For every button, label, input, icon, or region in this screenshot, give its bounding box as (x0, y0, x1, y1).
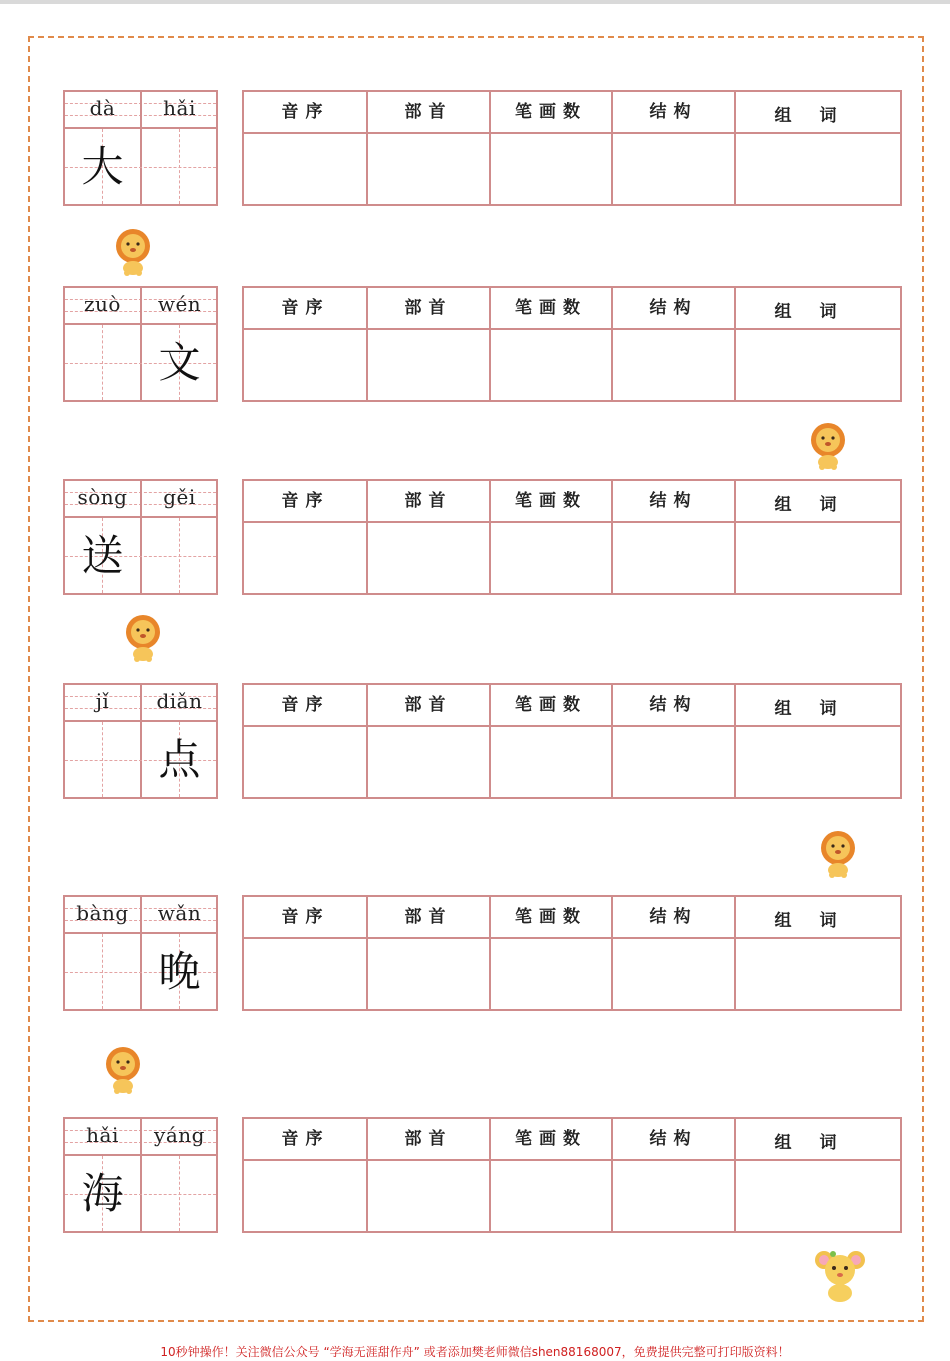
header-cell: 部首 (404, 1129, 453, 1149)
word-row (0, 286, 950, 404)
header-cell: 音序 (281, 695, 330, 715)
pinyin-right: yáng (154, 1123, 205, 1147)
mouse-icon (812, 1246, 868, 1304)
header-cell: 音序 (281, 298, 330, 318)
answer-cell[interactable] (246, 939, 365, 1011)
answer-cell[interactable] (492, 134, 610, 206)
header-cell: 组词 (774, 495, 865, 515)
info-table (242, 90, 902, 206)
answer-cell[interactable] (737, 523, 902, 595)
header-cell: 结构 (649, 695, 698, 715)
header-cell: 组词 (774, 911, 865, 931)
header-cell: 组词 (774, 106, 865, 126)
header-cell: 笔画数 (515, 298, 587, 318)
character-grid (63, 90, 218, 206)
header-cell: 部首 (404, 491, 453, 511)
header-cell: 结构 (649, 491, 698, 511)
answer-cell[interactable] (614, 1161, 733, 1233)
answer-cell[interactable] (246, 1161, 365, 1233)
answer-cell[interactable] (369, 1161, 488, 1233)
pinyin-right: wǎn (157, 901, 202, 925)
answer-cell[interactable] (246, 134, 365, 206)
answer-cell[interactable] (492, 1161, 610, 1233)
pinyin-left: sòng (77, 485, 128, 509)
answer-cell[interactable] (737, 134, 902, 206)
pinyin-left: zuò (84, 292, 121, 316)
character-left[interactable]: 送 (81, 531, 124, 580)
header-cell: 部首 (404, 907, 453, 927)
header-cell: 组词 (774, 302, 865, 322)
character-left[interactable] (65, 722, 140, 797)
info-table (242, 479, 902, 595)
character-right[interactable] (142, 1156, 217, 1231)
answer-cell[interactable] (492, 523, 610, 595)
answer-cell[interactable] (614, 523, 733, 595)
word-row (0, 479, 950, 597)
pinyin-left: dà (89, 96, 116, 120)
info-table (242, 683, 902, 799)
header-cell: 音序 (281, 491, 330, 511)
character-grid (63, 286, 218, 402)
lion-icon (121, 612, 165, 662)
footer-notice: 10秒钟操作！关注微信公众号 “学海无涯甜作舟” 或者添加樊老师微信shen88168007，免费提供完整可打印版资料！ (160, 1345, 790, 1359)
pinyin-right: hǎi (163, 96, 196, 120)
answer-cell[interactable] (369, 330, 488, 402)
header-cell: 笔画数 (515, 1129, 587, 1149)
pinyin-right: wén (157, 292, 202, 316)
answer-cell[interactable] (369, 939, 488, 1011)
header-cell: 组词 (774, 699, 865, 719)
word-row (0, 90, 950, 208)
pinyin-left: bàng (76, 901, 129, 925)
word-row (0, 895, 950, 1013)
word-row (0, 683, 950, 801)
pinyin-left: hǎi (86, 1123, 119, 1147)
character-grid (63, 895, 218, 1011)
header-cell: 音序 (281, 1129, 330, 1149)
answer-cell[interactable] (492, 330, 610, 402)
pinyin-left: jǐ (95, 689, 110, 713)
answer-cell[interactable] (737, 939, 902, 1011)
info-table (242, 895, 902, 1011)
header-cell: 组词 (774, 1133, 865, 1153)
character-grid (63, 1117, 218, 1233)
character-right[interactable]: 点 (158, 735, 201, 784)
header-cell: 结构 (649, 298, 698, 318)
header-cell: 部首 (404, 695, 453, 715)
word-row (0, 1117, 950, 1235)
header-cell: 结构 (649, 102, 698, 122)
answer-cell[interactable] (614, 939, 733, 1011)
header-cell: 笔画数 (515, 102, 587, 122)
header-cell: 部首 (404, 298, 453, 318)
info-table (242, 1117, 902, 1233)
character-right[interactable]: 文 (158, 338, 201, 387)
pinyin-right: diǎn (156, 689, 203, 713)
answer-cell[interactable] (246, 523, 365, 595)
character-right[interactable] (142, 129, 217, 204)
header-cell: 笔画数 (515, 695, 587, 715)
answer-cell[interactable] (246, 330, 365, 402)
header-cell: 笔画数 (515, 907, 587, 927)
answer-cell[interactable] (369, 134, 488, 206)
character-left[interactable]: 大 (81, 142, 124, 191)
answer-cell[interactable] (737, 1161, 902, 1233)
answer-cell[interactable] (492, 727, 610, 799)
info-table (242, 286, 902, 402)
character-right[interactable]: 晚 (158, 947, 201, 996)
header-cell: 结构 (649, 1129, 698, 1149)
lion-icon (101, 1044, 145, 1094)
header-cell: 音序 (281, 907, 330, 927)
header-cell: 部首 (404, 102, 453, 122)
pinyin-right: gěi (163, 485, 196, 509)
header-cell: 结构 (649, 907, 698, 927)
header-cell: 笔画数 (515, 491, 587, 511)
answer-cell[interactable] (614, 330, 733, 402)
answer-cell[interactable] (614, 727, 733, 799)
character-grid (63, 683, 218, 799)
answer-cell[interactable] (246, 727, 365, 799)
lion-icon (111, 226, 155, 276)
answer-cell[interactable] (369, 727, 488, 799)
answer-cell[interactable] (369, 523, 488, 595)
header-cell: 音序 (281, 102, 330, 122)
answer-cell[interactable] (614, 134, 733, 206)
lion-icon (816, 828, 860, 878)
answer-cell[interactable] (737, 727, 902, 799)
character-left[interactable] (65, 934, 140, 1009)
lion-icon (806, 420, 850, 470)
top-strip (0, 0, 950, 4)
character-left[interactable]: 海 (81, 1169, 124, 1218)
character-grid (63, 479, 218, 595)
answer-cell[interactable] (737, 330, 902, 402)
character-left[interactable] (65, 325, 140, 400)
character-right[interactable] (142, 518, 217, 593)
answer-cell[interactable] (492, 939, 610, 1011)
